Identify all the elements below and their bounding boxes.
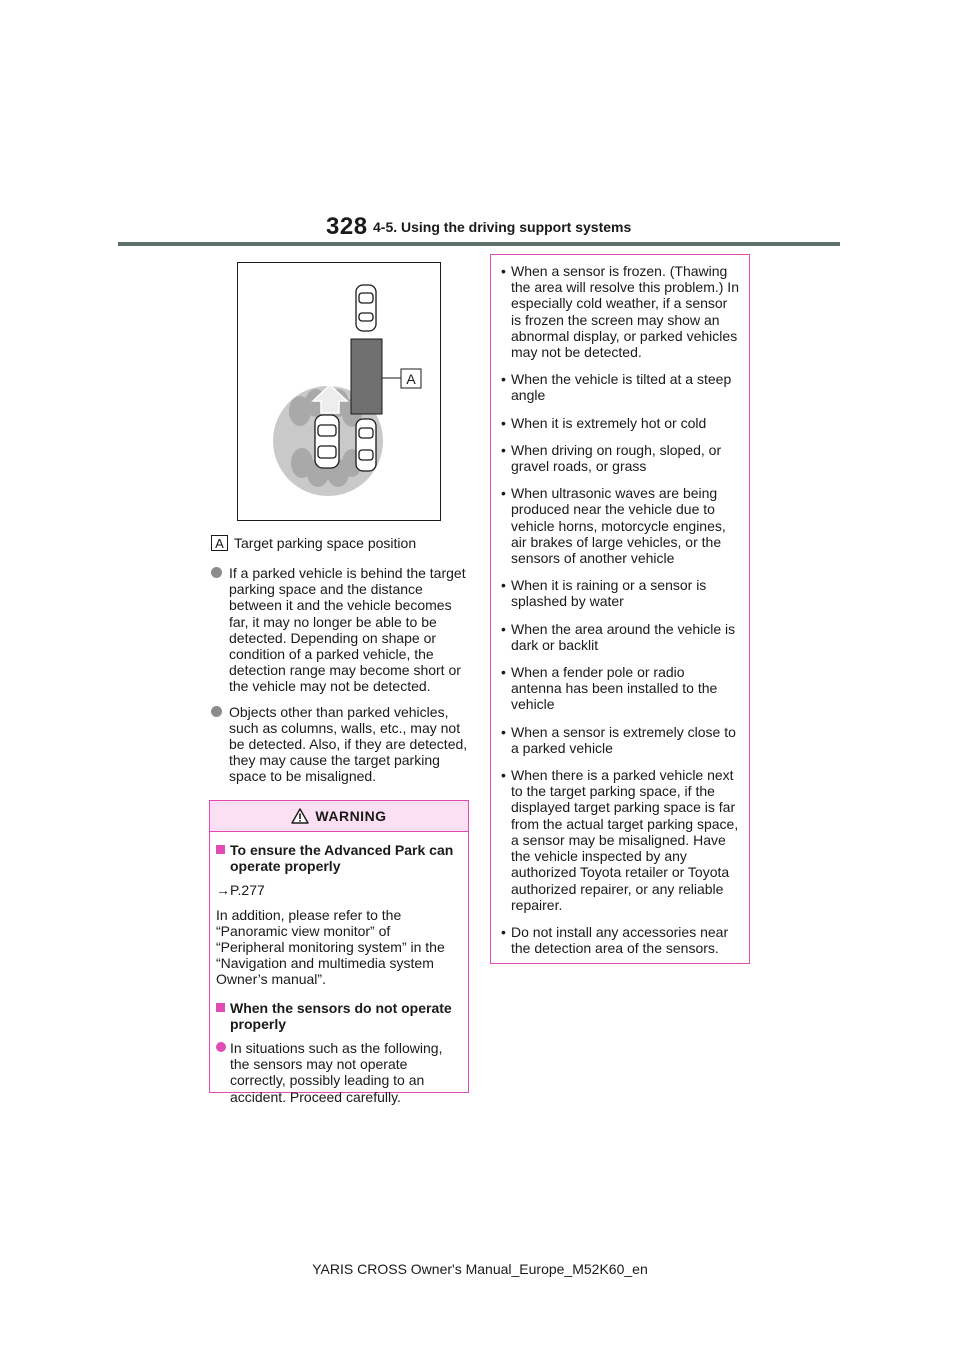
sensor-conditions-list bbox=[490, 254, 750, 964]
bullet-marker: • bbox=[501, 620, 506, 637]
list-item-text: When it is extremely hot or cold bbox=[511, 414, 707, 431]
square-bullet-icon bbox=[216, 1003, 225, 1012]
warning-title: WARNING bbox=[315, 808, 387, 824]
own-vehicle bbox=[315, 415, 339, 468]
callout-letter: A bbox=[406, 371, 416, 387]
list-item bbox=[501, 442, 739, 474]
bullet-marker: • bbox=[501, 664, 506, 681]
bullet-marker: • bbox=[501, 414, 506, 431]
bullet-dot-icon bbox=[216, 1042, 226, 1052]
bullet-marker: • bbox=[501, 577, 506, 594]
warning-body bbox=[210, 832, 468, 1105]
list-item-text: Objects other than parked vehicles, such as columns, walls, etc., may not be detected. Also, if they are detected, they may cause the target parking space to be misaligned. bbox=[229, 703, 468, 785]
list-item-text: When there is a parked vehicle next to the target parking space, if the displayed target parking space is far from the actual target parking space, a sensor may be misaligned. Have the vehicle inspected by any authorized Toyota retailer or Toyota authorized repairer, or any reliable repairer. bbox=[511, 767, 739, 913]
bullet-dot-icon bbox=[211, 706, 222, 717]
list-item-text: Do not install any accessories near the detection area of the sensors. bbox=[511, 923, 729, 957]
list-item bbox=[501, 621, 739, 653]
list-item bbox=[501, 415, 739, 431]
warning-heading bbox=[216, 1000, 462, 1032]
list-item-text: When the vehicle is tilted at a steep angle bbox=[511, 371, 732, 404]
bullet-dot-icon bbox=[211, 567, 222, 578]
list-item bbox=[501, 767, 739, 913]
caption-label-box: A bbox=[211, 535, 228, 551]
list-item bbox=[501, 924, 739, 956]
list-item-text: When a sensor is frozen. (Thawing the area will resolve this problem.) In especially cold weather, if a sensor is frozen the screen may show an abnormal display, or parked vehicles may not be detected. bbox=[511, 263, 739, 361]
bullet-marker: • bbox=[501, 723, 506, 740]
bullet-marker: • bbox=[501, 485, 506, 502]
page-number: 328 bbox=[326, 213, 368, 240]
warning-bullet bbox=[216, 1040, 462, 1105]
warning-box bbox=[209, 800, 469, 1105]
list-item-text: When ultrasonic waves are being produced near the vehicle due to vehicle horns, motorcycle engines, air brakes of large vehicles, or the sensors of another vehicle bbox=[511, 485, 726, 567]
parking-diagram bbox=[237, 262, 441, 521]
caption-text: Target parking space position bbox=[234, 535, 417, 551]
list-item bbox=[501, 263, 739, 360]
list-item bbox=[501, 485, 739, 566]
warning-bullet-text: In situations such as the following, the sensors may not operate correctly, possibly leading to an accident. Proceed carefully. bbox=[230, 1040, 443, 1105]
square-bullet-icon bbox=[216, 845, 225, 854]
list-item-text: When a fender pole or radio antenna has been installed to the vehicle bbox=[511, 664, 718, 713]
list-item bbox=[501, 724, 739, 756]
warning-header bbox=[210, 801, 468, 832]
figure-caption bbox=[211, 535, 416, 551]
bullet-marker: • bbox=[501, 767, 506, 784]
list-item-text: When it is raining or a sensor is splashed by water bbox=[511, 577, 707, 610]
parked-car-right bbox=[356, 419, 376, 471]
bullet-marker: • bbox=[501, 263, 506, 279]
bullet-marker: • bbox=[501, 923, 506, 940]
warning-heading-text: To ensure the Advanced Park can operate properly bbox=[230, 842, 454, 875]
list-item-text: When driving on rough, sloped, or gravel roads, or grass bbox=[511, 441, 722, 475]
warning-heading bbox=[216, 842, 462, 874]
target-parking-space bbox=[351, 339, 382, 414]
list-item bbox=[211, 565, 469, 695]
list-item bbox=[501, 664, 739, 713]
header-rule bbox=[118, 242, 840, 246]
list-item bbox=[501, 577, 739, 609]
bullet-marker: • bbox=[501, 441, 506, 458]
list-item-text: When the area around the vehicle is dark or backlit bbox=[511, 620, 736, 653]
warning-paragraph: In addition, please refer to the “Panoramic view monitor” of “Peripheral monitoring system” in the “Navigation and multimedia system Owner’s manual”. bbox=[216, 906, 445, 988]
list-item-text: When a sensor is extremely close to a parked vehicle bbox=[511, 723, 736, 756]
page-footer: YARIS CROSS Owner's Manual_Europe_M52K60_en bbox=[312, 1261, 648, 1277]
list-item-text: If a parked vehicle is behind the target parking space and the distance between it and the vehicle becomes far, it may no longer be able to be detected. Depending on shape or condition of a parked vehicle, the detection range may become short or the vehicle may not be detected. bbox=[229, 565, 466, 695]
page-reference: →P.277 bbox=[216, 882, 265, 899]
parked-car-top bbox=[356, 285, 376, 331]
parking-diagram-illustration bbox=[238, 263, 442, 522]
warning-heading-text: When the sensors do not operate properly bbox=[230, 999, 452, 1032]
warning-triangle-icon bbox=[291, 808, 309, 824]
list-item bbox=[501, 371, 739, 403]
list-item bbox=[211, 704, 469, 785]
left-column-text bbox=[211, 565, 469, 794]
section-title: 4-5. Using the driving support systems bbox=[373, 219, 632, 235]
bullet-marker: • bbox=[501, 371, 506, 388]
